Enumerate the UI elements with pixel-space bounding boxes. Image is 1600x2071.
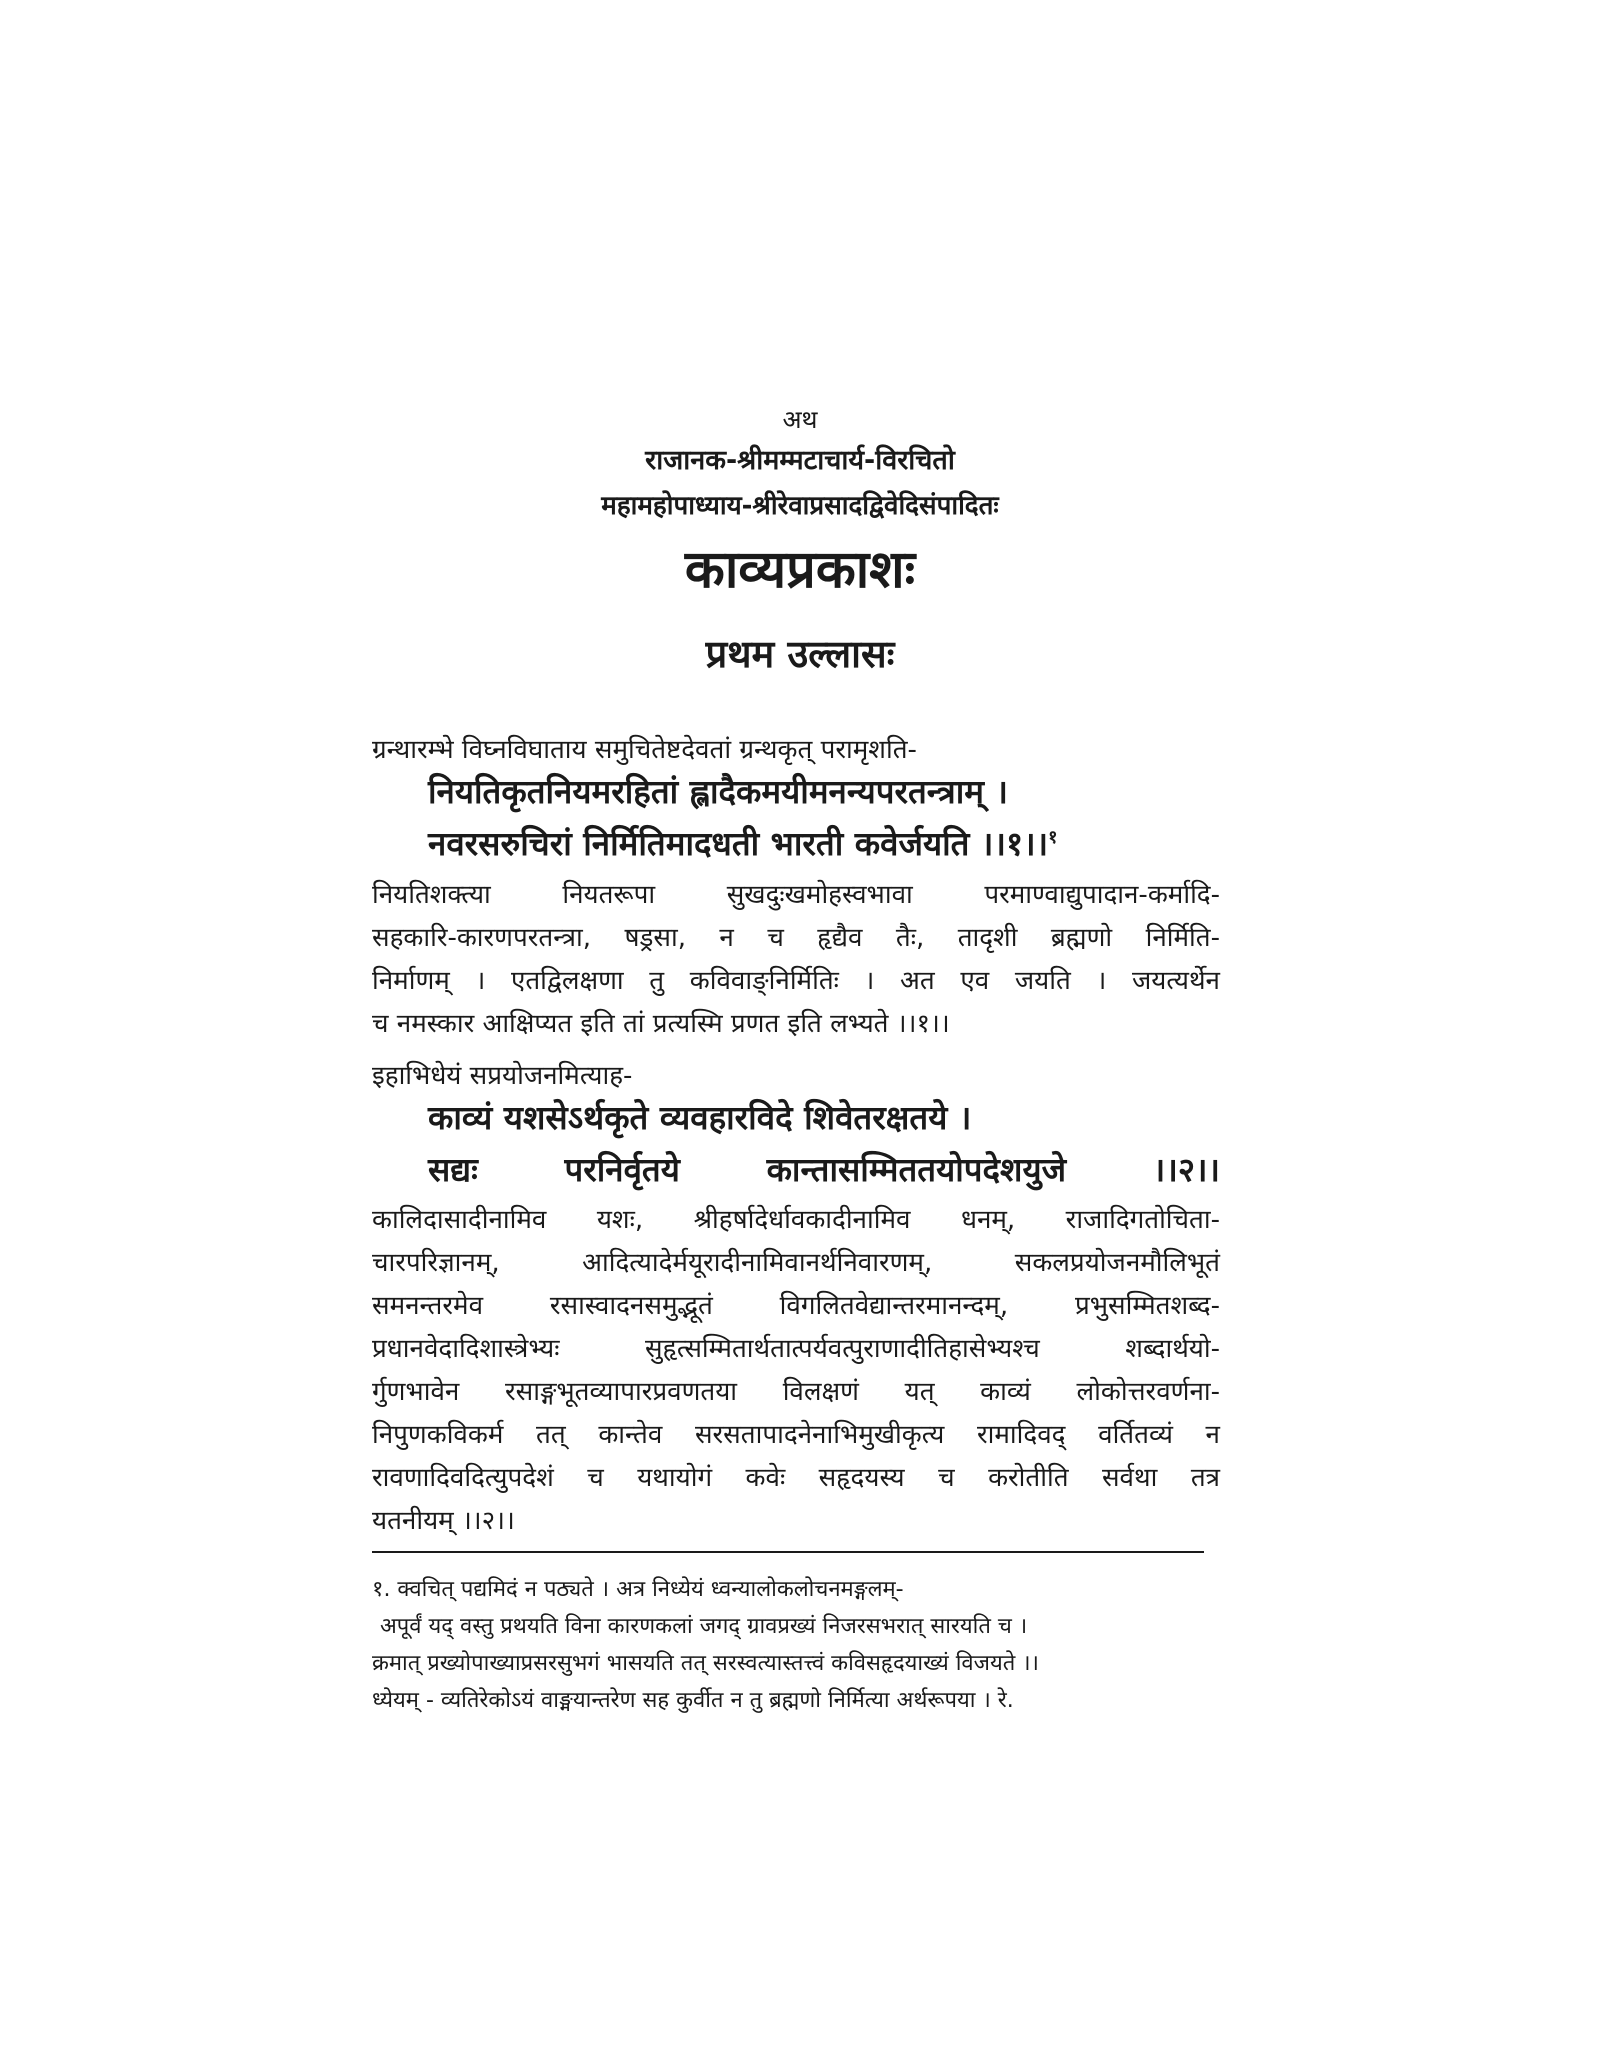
verse-1-line-2 [428,820,1220,865]
commentary-2-line: निपुणकविकर्म तत् कान्तेव सरसतापादनेनाभिमुखीकृत्य रामादिवद् वर्तितव्यं न [372,1420,1220,1450]
commentary-1-line: सहकारि-कारणपरतन्त्रा, षड्रसा, न च हृद्यैव तैः, तादृशी ब्रह्मणो निर्मिति- [372,923,1220,953]
intro-line-1: ग्रन्थारम्भे विघ्नविघाताय समुचितेष्टदेवतां ग्रन्थकृत् परामृशति- [372,735,917,765]
commentary-1-line: निर्माणम् । एतद्विलक्षणा तु कविवाङ्निर्मितिः । अत एव जयति । जयत्यर्थेन [372,966,1220,996]
atha-heading: अथ [782,405,818,434]
verse-1-line-2-text: नवरसरुचिरां निर्मितिमादधती भारती कवेर्जयति ।।१।। [428,824,1049,863]
book-title: काव्यप्रकाशः [684,540,916,600]
footnote-divider [372,1551,1204,1553]
commentary-2-line: कालिदासादीनामिव यशः, श्रीहर्षादेर्धावकादीनामिव धनम्, राजादिगतोचिता- [372,1205,1220,1235]
commentary-2-line: प्रधानवेदादिशास्त्रेभ्यः सुहृत्सम्मितार्थतात्पर्यवत्पुराणादीतिहासेभ्यश्च शब्दार्थयो- [372,1334,1220,1364]
commentary-2-line: समनन्तरमेव रसास्वादनसमुद्भूतं विगलितवेद्यान्तरमानन्दम्, प्रभुसम्मितशब्द- [372,1291,1220,1321]
commentary-1-line: नियतिशक्त्या नियतरूपा सुखदुःखमोहस्वभावा परमाण्वाद्युपादान-कर्मादि- [372,880,1220,910]
verse-2-line-2: सद्यः परनिर्वृतये कान्तासम्मिततयोपदेशयुजे ।।२।। [428,1150,1220,1189]
commentary-1-line: च नमस्कार आक्षिप्यत इति तां प्रत्यस्मि प्रणत इति लभ्यते ।।१।। [372,1009,950,1039]
footnote-marker: १ [1048,827,1058,848]
intro-line-2: इहाभिधेयं सप्रयोजनमित्याह- [372,1061,633,1091]
commentary-2-line: रावणादिवदित्युपदेशं च यथायोगं कवेः सहृदयस्य च करोतीति सर्वथा तत्र [372,1463,1220,1493]
commentary-2-line: चारपरिज्ञानम्, आदित्यादेर्मयूरादीनामिवानर्थनिवारणम्, सकलप्रयोजनमौलिभूतं [372,1248,1220,1278]
chapter-title: प्रथम उल्लासः [705,632,895,676]
verse-1-line-1: नियतिकृतनियमरहितां ह्लादैकमयीमनन्यपरतन्त्राम् । [428,772,1009,811]
footnote-line: अपूर्वं यद् वस्तु प्रथयति विना कारणकलां जगद् ग्रावप्रख्यं निजरसभरात् सारयति च । [380,1614,1028,1639]
editor-line: महामहोपाध्याय-श्रीरेवाप्रसादद्विवेदिसंपादितः [601,491,999,521]
verse-2-line-1: काव्यं यशसेऽर्थकृते व्यवहारविदे शिवेतरक्षतये । [428,1098,972,1137]
footnote-line: ध्येयम् - व्यतिरेकोऽयं वाङ्मयान्तरेण सह कुर्वीत न तु ब्रह्मणो निर्मित्या अर्थरूपया । रे. [372,1688,1014,1713]
footnote-line: क्रमात् प्रख्योपाख्याप्रसरसुभगं भासयति तत् सरस्वत्यास्तत्त्वं कविसहृदयाख्यं विजयते ।। [372,1651,1039,1676]
commentary-2-line: यतनीयम् ।।२।। [372,1506,515,1536]
commentary-2-line: र्गुणभावेन रसाङ्गभूतव्यापारप्रवणतया विलक्षणं यत् काव्यं लोकोत्तरवर्णना- [372,1377,1220,1407]
author-line: राजानक-श्रीमम्मटाचार्य-विरचितो [645,445,955,476]
footnote-line: १. क्वचित् पद्यमिदं न पठ्यते । अत्र निध्येयं ध्वन्यालोकलोचनमङ्गलम्- [372,1577,904,1602]
